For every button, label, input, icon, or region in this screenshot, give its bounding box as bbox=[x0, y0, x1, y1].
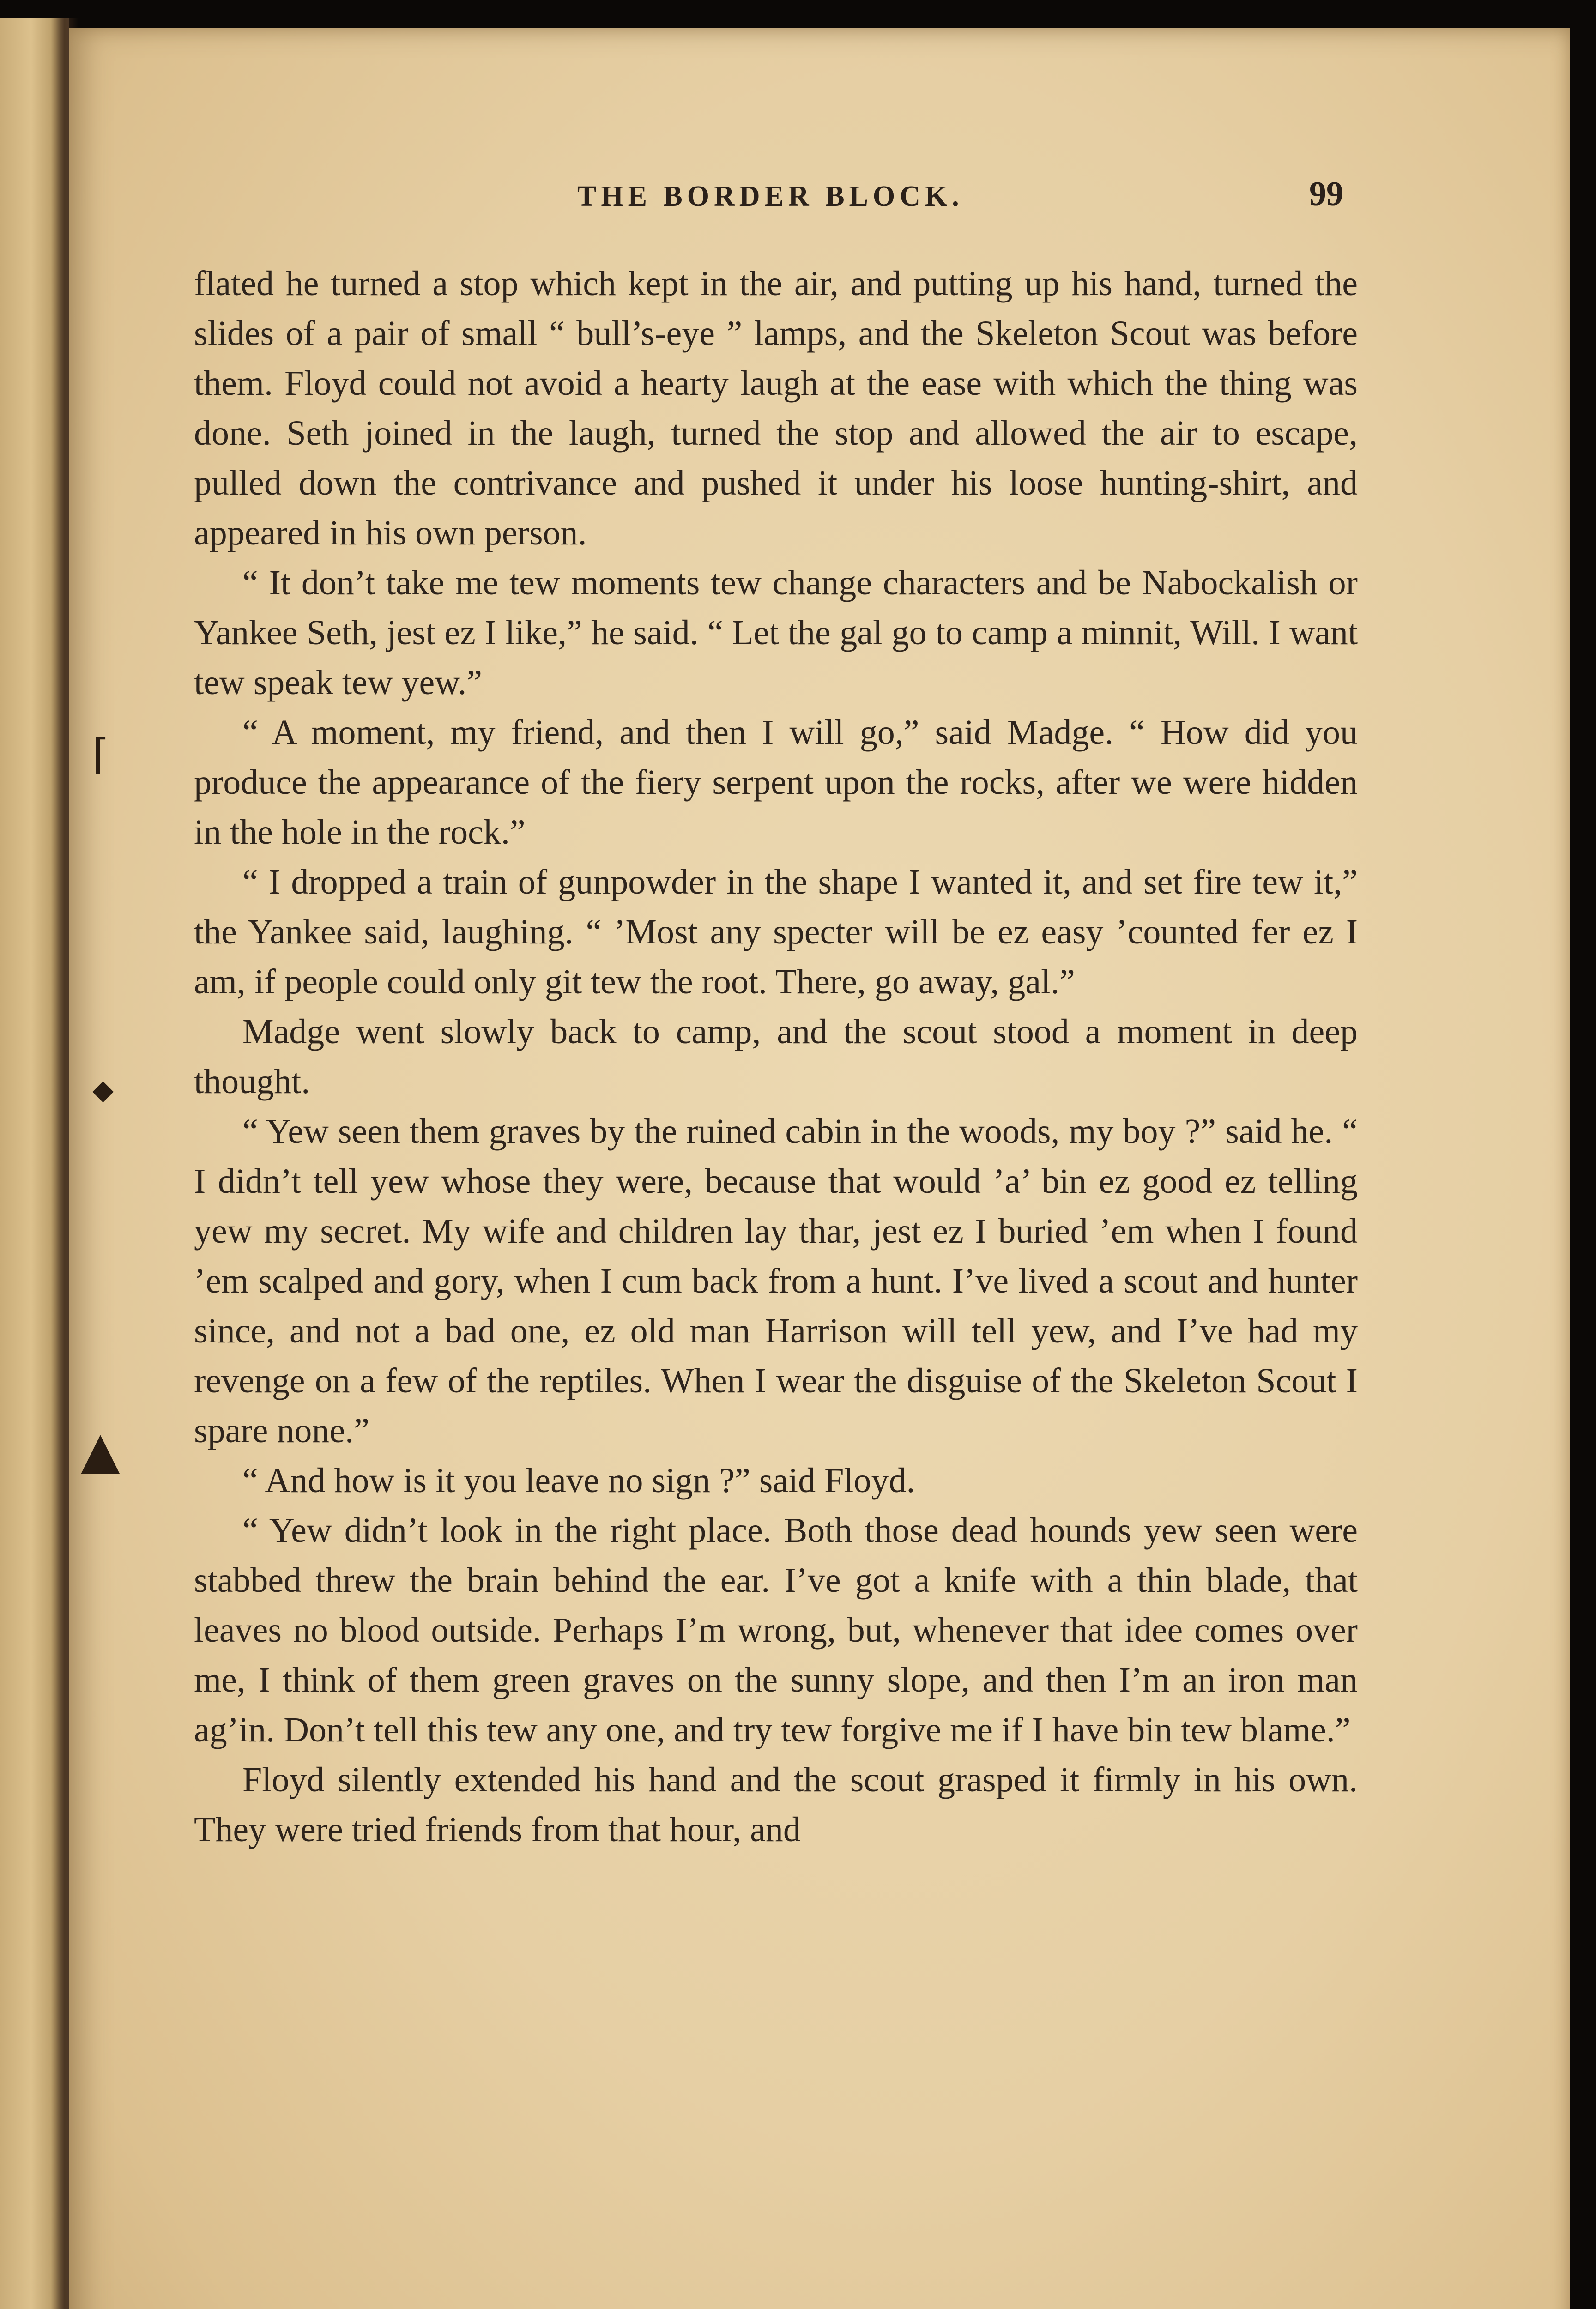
body-text bbox=[194, 259, 1358, 1855]
binding-thread-mark: ▲ bbox=[81, 1420, 120, 1480]
paragraph: flated he turned a stop which kept in the air, and putting up his hand, turned the slides of a pair of small “ bull’s-eye ” lamps, and the Skeleton Scout was before them. Floyd could not avoid a hearty laugh at the ease with which the thing was done. Seth joined in the laugh, turned the stop and allowed the air to escape, pulled down the contrivance and pushed it under his loose hunting-shirt, and appeared in his own person. bbox=[194, 264, 1358, 552]
paragraph: Floyd silently extended his hand and the scout grasped it firmly in his own. They were tried friends from that hour, and bbox=[194, 1760, 1358, 1849]
paragraph: Madge went slowly back to camp, and the scout stood a moment in deep thought. bbox=[194, 1012, 1358, 1101]
paragraph: “ I dropped a train of gunpowder in the shape I wanted it, and set fire tew it,” the Yankee said, laughing. “ ’Most any specter will be ez easy ’counted fer ez I am, if people could only git tew the root. There, go away, gal.” bbox=[194, 863, 1358, 1001]
paragraph: “ It don’t take me tew moments tew change characters and be Nabockalish or Yankee Seth, jest ez I like,” he said. “ Let the gal go to camp a minnit, Will. I want tew speak tew yew.” bbox=[194, 563, 1358, 702]
paragraph: “ Yew didn’t look in the right place. Both those dead hounds yew seen were stabbed threw the brain behind the ear. I’ve got a knife with a thin blade, that leaves no blood outside. Perhaps I’m wrong, but, whenever that idee comes over me, I think of them green graves on the sunny slope, and then I’m an iron man ag’in. Don’t tell this tew any one, and try tew forgive me if I have bin tew blame.” bbox=[194, 1511, 1358, 1749]
paragraph: “ And how is it you leave no sign ?” said Floyd. bbox=[242, 1461, 915, 1500]
page-number: 99 bbox=[1309, 175, 1343, 213]
binding-thread-mark: ◆ bbox=[92, 1074, 114, 1106]
paragraph: “ Yew seen them graves by the ruined cabin in the woods, my boy ?” said he. “ I didn’t tell yew whose they were, because that would ’a’ bin ez good ez telling yew my secret. My wife and children lay thar, jest ez I buried ’em when I found ’em scalped and gory, when I cum back from a hunt. I’ve lived a scout and hunter since, and not a bad one, ez old man Harrison will tell yew, and I’ve had my revenge on a few of the reptiles. When I wear the disguise of the Skeleton Scout I spare none.” bbox=[194, 1112, 1358, 1450]
paragraph: “ A moment, my friend, and then I will go,” said Madge. “ How did you produce the appearance of the fiery serpent upon the rocks, after we were hidden in the hole in the rock.” bbox=[194, 713, 1358, 852]
running-head: THE BORDER BLOCK. bbox=[577, 181, 964, 212]
binding-thread-mark: ⌈ bbox=[92, 731, 109, 779]
